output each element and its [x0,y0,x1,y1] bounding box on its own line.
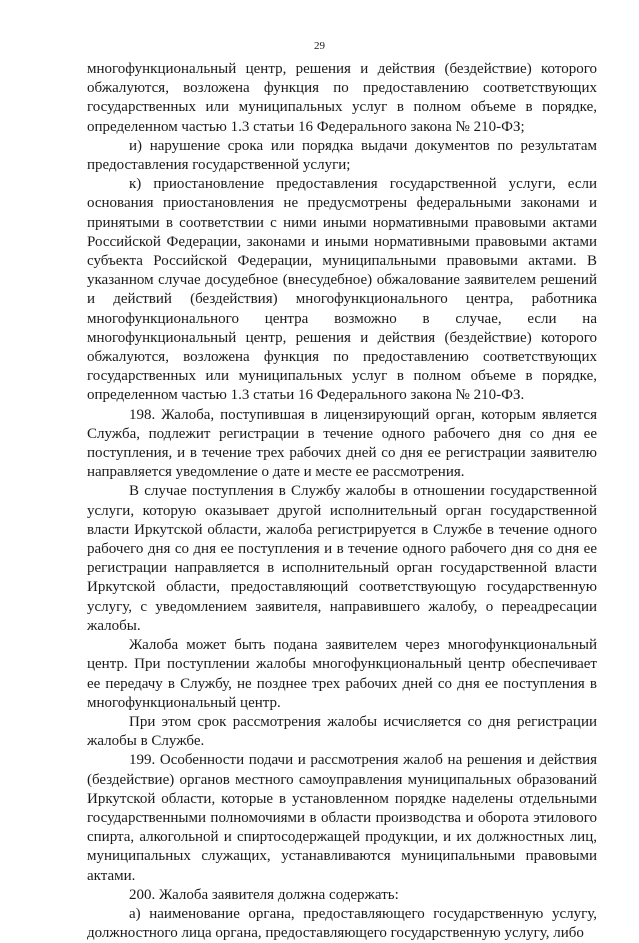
page-number: 29 [314,40,325,52]
paragraph-mfc: Жалоба может быть подана заявителем через многофункциональный центр. При поступлении жалобы многофункциональный центр обеспечивает ее передачу в Службу, не позднее трех рабочих дней со дня ее поступления в многофункциональный центр. [87,637,597,711]
paragraph-continuation: многофункциональный центр, решения и действия (бездействие) которого обжалуются, возложена функция по предоставлению соответствующих государственных или муниципальных услуг в полном объеме в порядке, определенном частью 1.3 статьи 16 Федерального закона № 210-ФЗ; [87,61,597,135]
paragraph-redirect: В случае поступления в Службу жалобы в отношении государственной услуги, которую оказывает другой исполнительный орган государственной власти Иркутской области, жалоба регистрируется в Службе в течение одного рабочего дня со дня ее поступления и в течение одного рабочего дня со дня ее регистрации направляется в исполнительный орган государственной власти Иркутской области, предоставляющий соответствующую государственную услугу, с уведомлением заявителя, направившего жалобу, о переадресации жалобы. [87,483,597,634]
paragraph-199: 199. Особенности подачи и рассмотрения жалоб на решения и действия (бездействие) органов местного самоуправления муниципальных образований Иркутской области, которые в установленном порядке наделены отдельными государственными полномочиями в области производства и оборота этилового спирта, алкогольной и спиртосодержащей продукции, и их должностных лиц, муниципальных служащих, устанавливаются муниципальными правовыми актами. [87,752,597,884]
paragraph-term: При этом срок рассмотрения жалобы исчисляется со дня регистрации жалобы в Службе. [87,713,597,750]
paragraph-item-k: к) приостановление предоставления государственной услуги, если основания приостановления не предусмотрены федеральными законами и принятыми в соответствии с ними иными нормативными правовыми актами Российской Федерации, законами и иными нормативными правовыми актами субъекта Российской Федерации, муниципальными правовыми актами. В указанном случае досудебное (внесудебное) обжалование заявителем решений и действий (бездействия) многофункционального центра, работника многофункционального центра возможно в случае, если на многофункциональный центр, решения и действия (бездействие) которого обжалуются, возложена функция по предоставлению соответствующих государственных или муниципальных услуг в полном объеме в порядке, определенном частью 1.3 статьи 16 Федерального закона № 210-ФЗ. [87,176,597,404]
paragraph-198: 198. Жалоба, поступившая в лицензирующий орган, которым является Служба, подлежит регистрации в течение одного рабочего дня со дня ее поступления, и в течение трех рабочих дней со дня ее регистрации заявителю направляется уведомление о дате и месте ее рассмотрения. [87,406,597,481]
paragraph-item-i: и) нарушение срока или порядка выдачи документов по результатам предоставления государственной услуги; [87,137,597,174]
paragraph-200: 200. Жалоба заявителя должна содержать: [129,886,399,903]
paragraph-item-a: а) наименование органа, предоставляющего государственную услугу, должностного лица органа, предоставляющего государственную услугу, либо [87,905,597,942]
document-body [87,60,597,943]
